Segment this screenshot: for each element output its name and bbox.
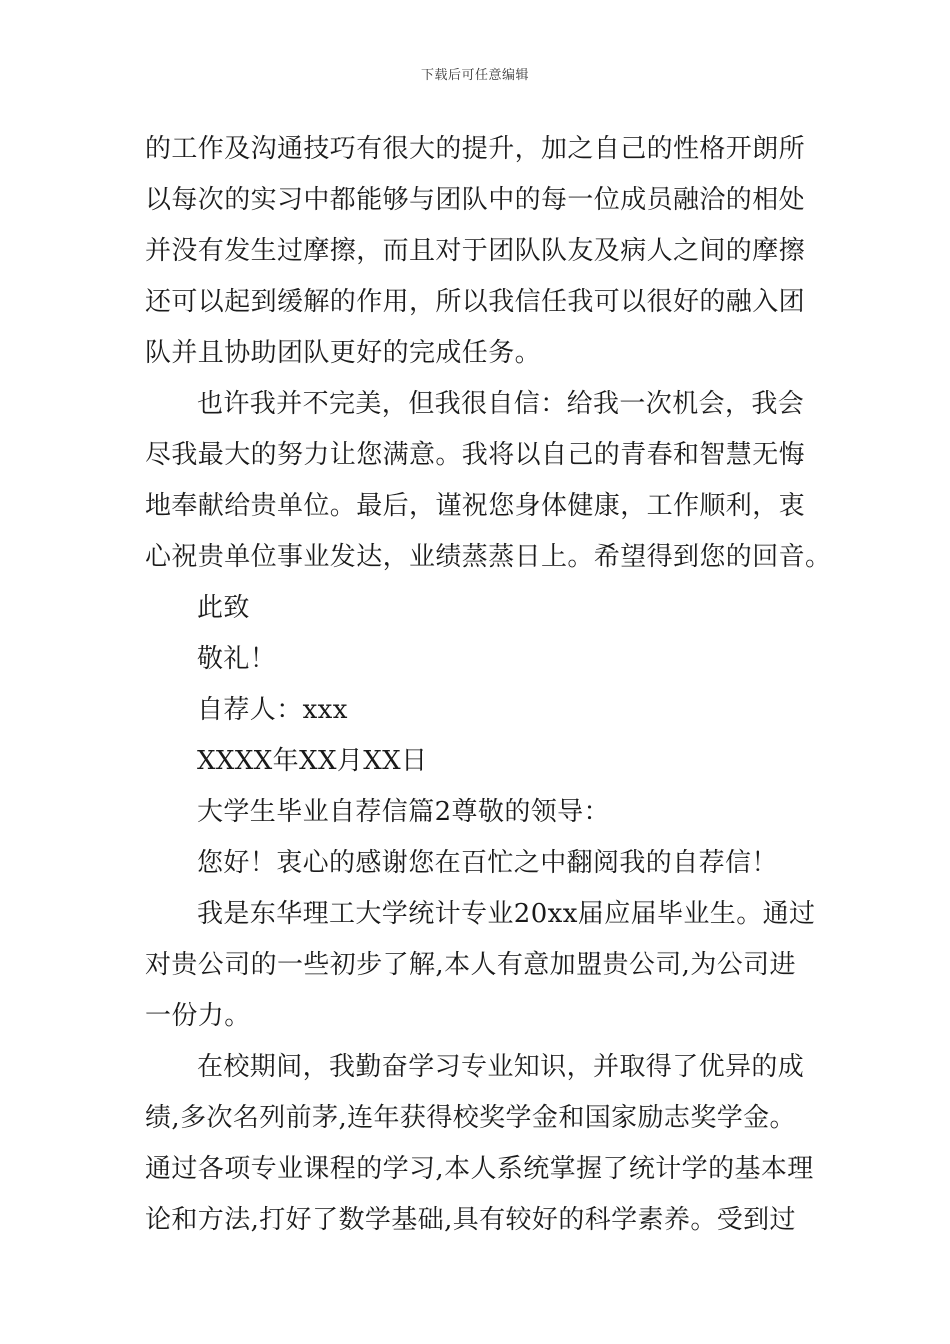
text-line: 通过各项专业课程的学习,本人系统掌握了统计学的基本理 [145, 1154, 814, 1184]
greeting-line: 您好！衷心的感谢您在百忙之中翻阅我的自荐信！ [197, 848, 778, 878]
text-line: 队并且协助团队更好的完成任务。 [145, 338, 542, 368]
text-line: 并没有发生过摩擦，而且对于团队队友及病人之间的摩擦 [145, 236, 806, 266]
section-heading: 大学生毕业自荐信篇2尊敬的领导： [197, 797, 610, 827]
text-line: 以每次的实习中都能够与团队中的每一位成员融洽的相处 [145, 185, 806, 215]
signature-line: 自荐人：xxx [197, 695, 348, 725]
text-line: 论和方法,打好了数学基础,具有较好的科学素养。受到过 [145, 1205, 796, 1235]
page-header-note: 下载后可任意编辑 [420, 68, 529, 83]
text-line: 还可以起到缓解的作用，所以我信任我可以很好的融入团 [145, 287, 806, 317]
text-line: 心祝贵单位事业发达，业绩蒸蒸日上。希望得到您的回音。 [145, 542, 832, 572]
closing-regards: 敬礼！ [197, 644, 277, 674]
text-line: 我是东华理工大学统计专业20xx届应届毕业生。通过 [197, 899, 816, 929]
text-line: 尽我最大的努力让您满意。我将以自己的青春和智慧无悔 [145, 440, 806, 470]
text-line: 在校期间，我勤奋学习专业知识，并取得了优异的成 [197, 1052, 805, 1082]
text-line: 的工作及沟通技巧有很大的提升，加之自己的性格开朗所 [145, 134, 806, 164]
text-line: 也许我并不完美，但我很自信：给我一次机会，我会 [197, 389, 805, 419]
text-line: 一份力。 [145, 1001, 251, 1031]
letter-body [145, 124, 832, 1246]
date-line: XXXX年XX月XX日 [197, 746, 428, 776]
closing-salutation: 此致 [197, 593, 250, 623]
text-line: 绩,多次名列前茅,连年获得校奖学金和国家励志奖学金。 [145, 1103, 796, 1133]
text-line: 地奉献给贵单位。最后，谨祝您身体健康，工作顺利，衷 [145, 491, 806, 521]
text-line: 对贵公司的一些初步了解,本人有意加盟贵公司,为公司进 [145, 950, 796, 980]
